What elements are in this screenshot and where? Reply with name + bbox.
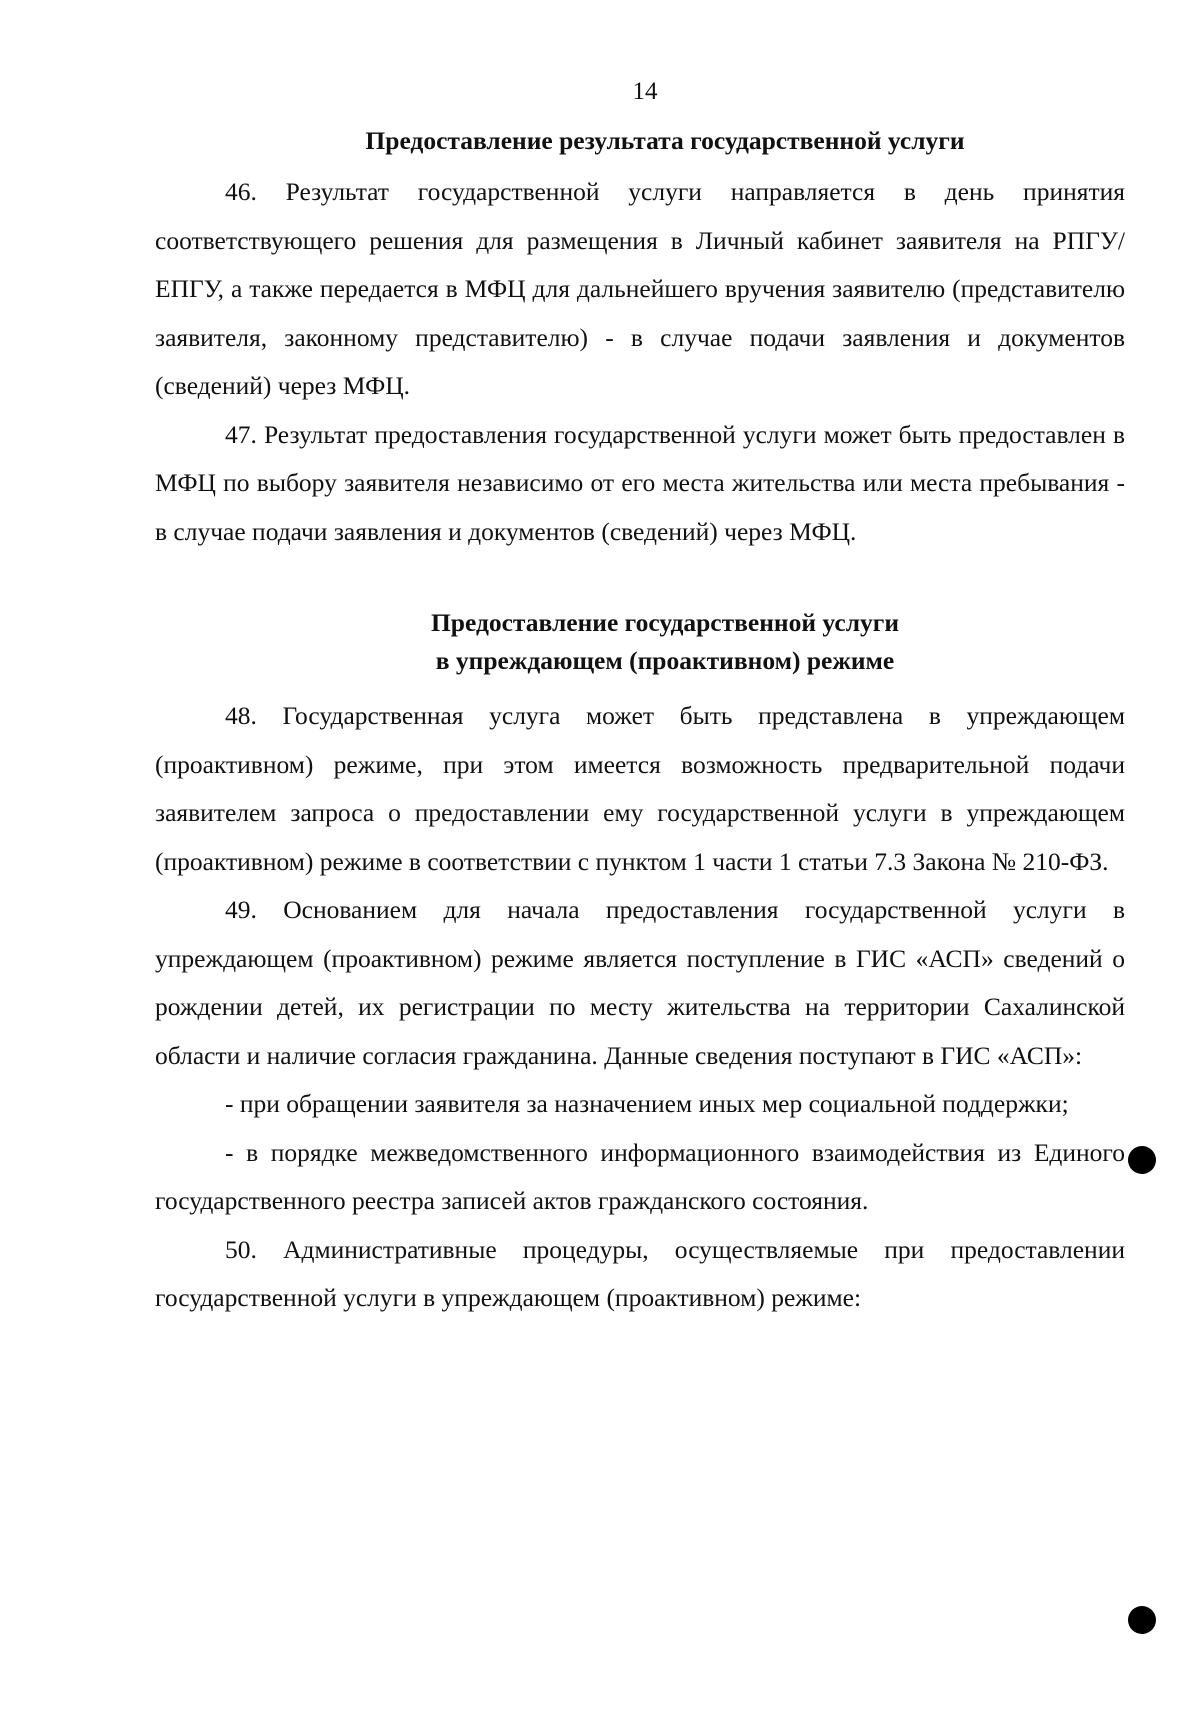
document-body <box>155 122 1125 1323</box>
paragraph-48: 48. Государственная услуга может быть представлена в упреждающем (проактивном) режиме, при этом имеется возможность предварительной подачи заявителем запроса о предоставлении ему государственной услуги в упреждающем (проактивном) режиме в соответствии с пунктом 1 части 1 статьи 7.3 Закона № 210-ФЗ. <box>155 701 1125 876</box>
paragraph-49: 49. Основанием для начала предоставления государственной услуги в упреждающем (проактивном) режиме является поступление в ГИС «АСП» сведений о рождении детей, их регистрации по месту жительства на территории Сахалинской области и наличие согласия гражданина. Данные сведения поступают в ГИС «АСП»: <box>155 895 1125 1070</box>
binder-hole-mark <box>1128 1146 1156 1174</box>
section-heading-proactive <box>155 604 1125 680</box>
section-heading-result: Предоставление результата государственной услуги <box>365 126 965 155</box>
paragraph-46: 46. Результат государственной услуги направляется в день принятия соответствующего решения для размещения в Личный кабинет заявителя на РПГУ/ЕПГУ, а также передается в МФЦ для дальнейшего вручения заявителю (представителю заявителя, законному представителю) - в случае подачи заявления и документов (сведений) через МФЦ. <box>155 177 1125 400</box>
section-heading-proactive-line1: Предоставление государственной услуги <box>430 608 900 637</box>
paragraph-50: 50. Административные процедуры, осуществляемые при предоставлении государственной услуги в упреждающем (проактивном) режиме: <box>155 1234 1125 1312</box>
binder-hole-mark <box>1128 1606 1156 1634</box>
bullet-item: - в порядке межведомственного информационного взаимодействия из Единого государственного реестра записей актов гражданского состояния. <box>155 1137 1125 1215</box>
bullet-item: - при обращении заявителя за назначением иных мер социальной поддержки; <box>225 1089 1069 1118</box>
page-number: 14 <box>632 78 658 105</box>
paragraph-47: 47. Результат предоставления государственной услуги может быть предоставлен в МФЦ по выбору заявителя независимо от его места жительства или места пребывания - в случае подачи заявления и документов (сведений) через МФЦ. <box>155 419 1125 546</box>
section-heading-proactive-line2: в упреждающем (проактивном) режиме <box>435 646 895 675</box>
